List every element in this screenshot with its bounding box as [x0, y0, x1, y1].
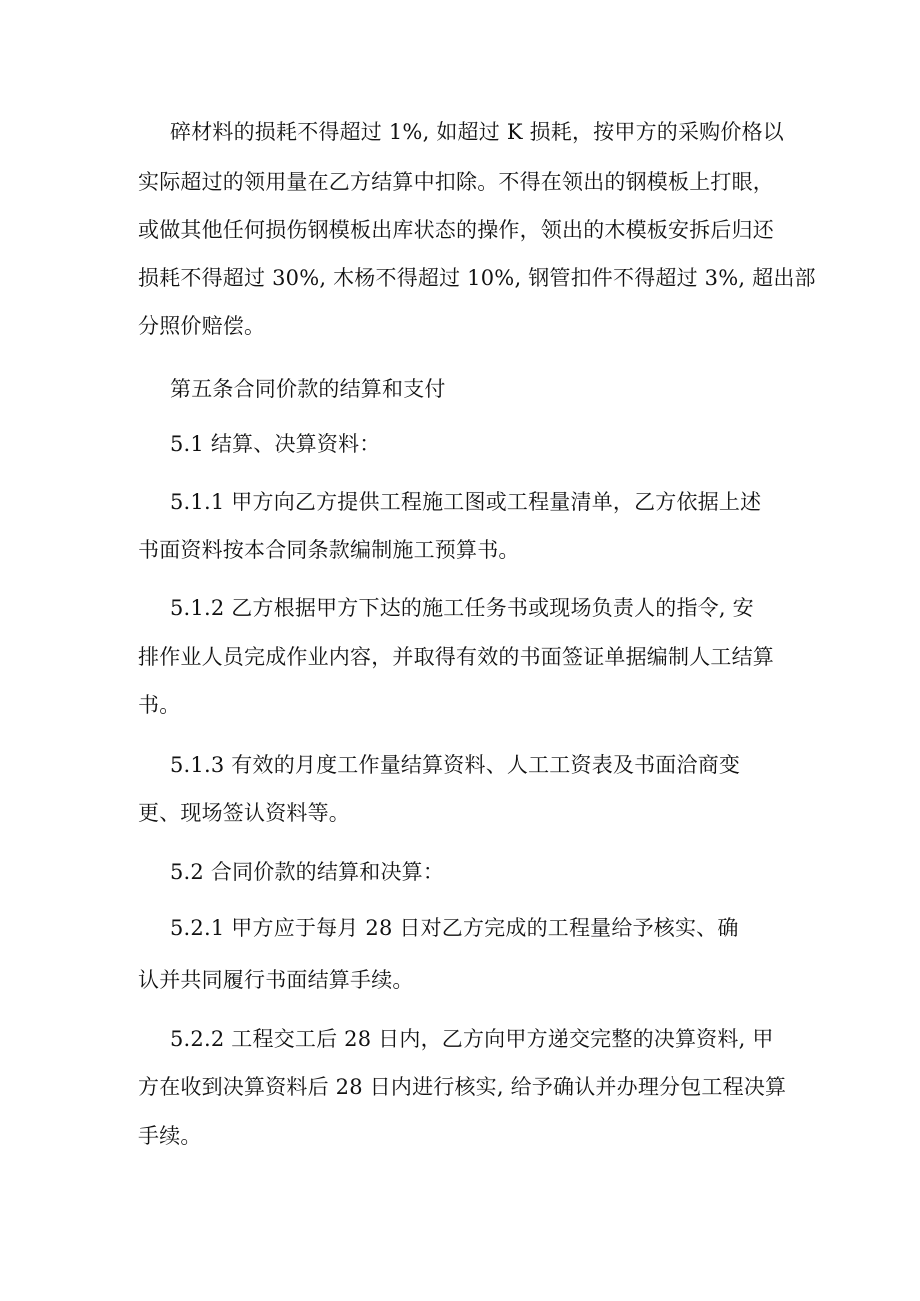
section-line: 5.1.3 有效的月度工作量结算资料、人工工资表及书面洽商变 — [170, 753, 741, 777]
section-line: 5.1.2 乙方根据甲方下达的施工任务书或现场负责人的指令, 安 — [170, 596, 754, 620]
section-line: 5.2.2 工程交工后 28 日内，乙方向甲方递交完整的决算资料, 甲 — [170, 1027, 774, 1051]
section-line: 认并共同履行书面结算手续。 — [138, 968, 414, 992]
paragraph-line: 碎材料的损耗不得超过 1%, 如超过 K 损耗，按甲方的采购价格以 — [170, 120, 784, 144]
section-line: 5.1.1 甲方向乙方提供工程施工图或工程量清单，乙方依据上述 — [170, 490, 762, 514]
paragraph-line: 实际超过的领用量在乙方结算中扣除。不得在领出的钢模板上打眼， — [138, 170, 774, 194]
section-heading-5-1: 5.1 结算、决算资料： — [170, 432, 381, 456]
section-line: 排作业人员完成作业内容，并取得有效的书面签证单据编制人工结算 — [138, 645, 774, 669]
section-line: 更、现场签认资料等。 — [138, 801, 350, 825]
section-line: 方在收到决算资料后 28 日内进行核实, 给予确认并办理分包工程决算 — [138, 1075, 787, 1099]
section-line: 手续。 — [138, 1124, 202, 1148]
section-line: 书面资料按本合同条款编制施工预算书。 — [138, 538, 520, 562]
section-line: 书。 — [138, 693, 181, 717]
paragraph-line: 分照价赔偿。 — [138, 314, 266, 338]
paragraph-line: 或做其他任何损伤钢模板出库状态的操作，领出的木模板安拆后归还 — [138, 218, 774, 242]
section-line: 5.2.1 甲方应于每月 28 日对乙方完成的工程量给予核实、确 — [170, 916, 739, 940]
article-heading: 第五条合同价款的结算和支付 — [170, 377, 446, 401]
paragraph-line: 损耗不得超过 30%, 木杨不得超过 10%, 钢管扣件不得超过 3%, 超出部 — [138, 266, 816, 290]
section-heading-5-2: 5.2 合同价款的结算和决算： — [170, 860, 445, 884]
